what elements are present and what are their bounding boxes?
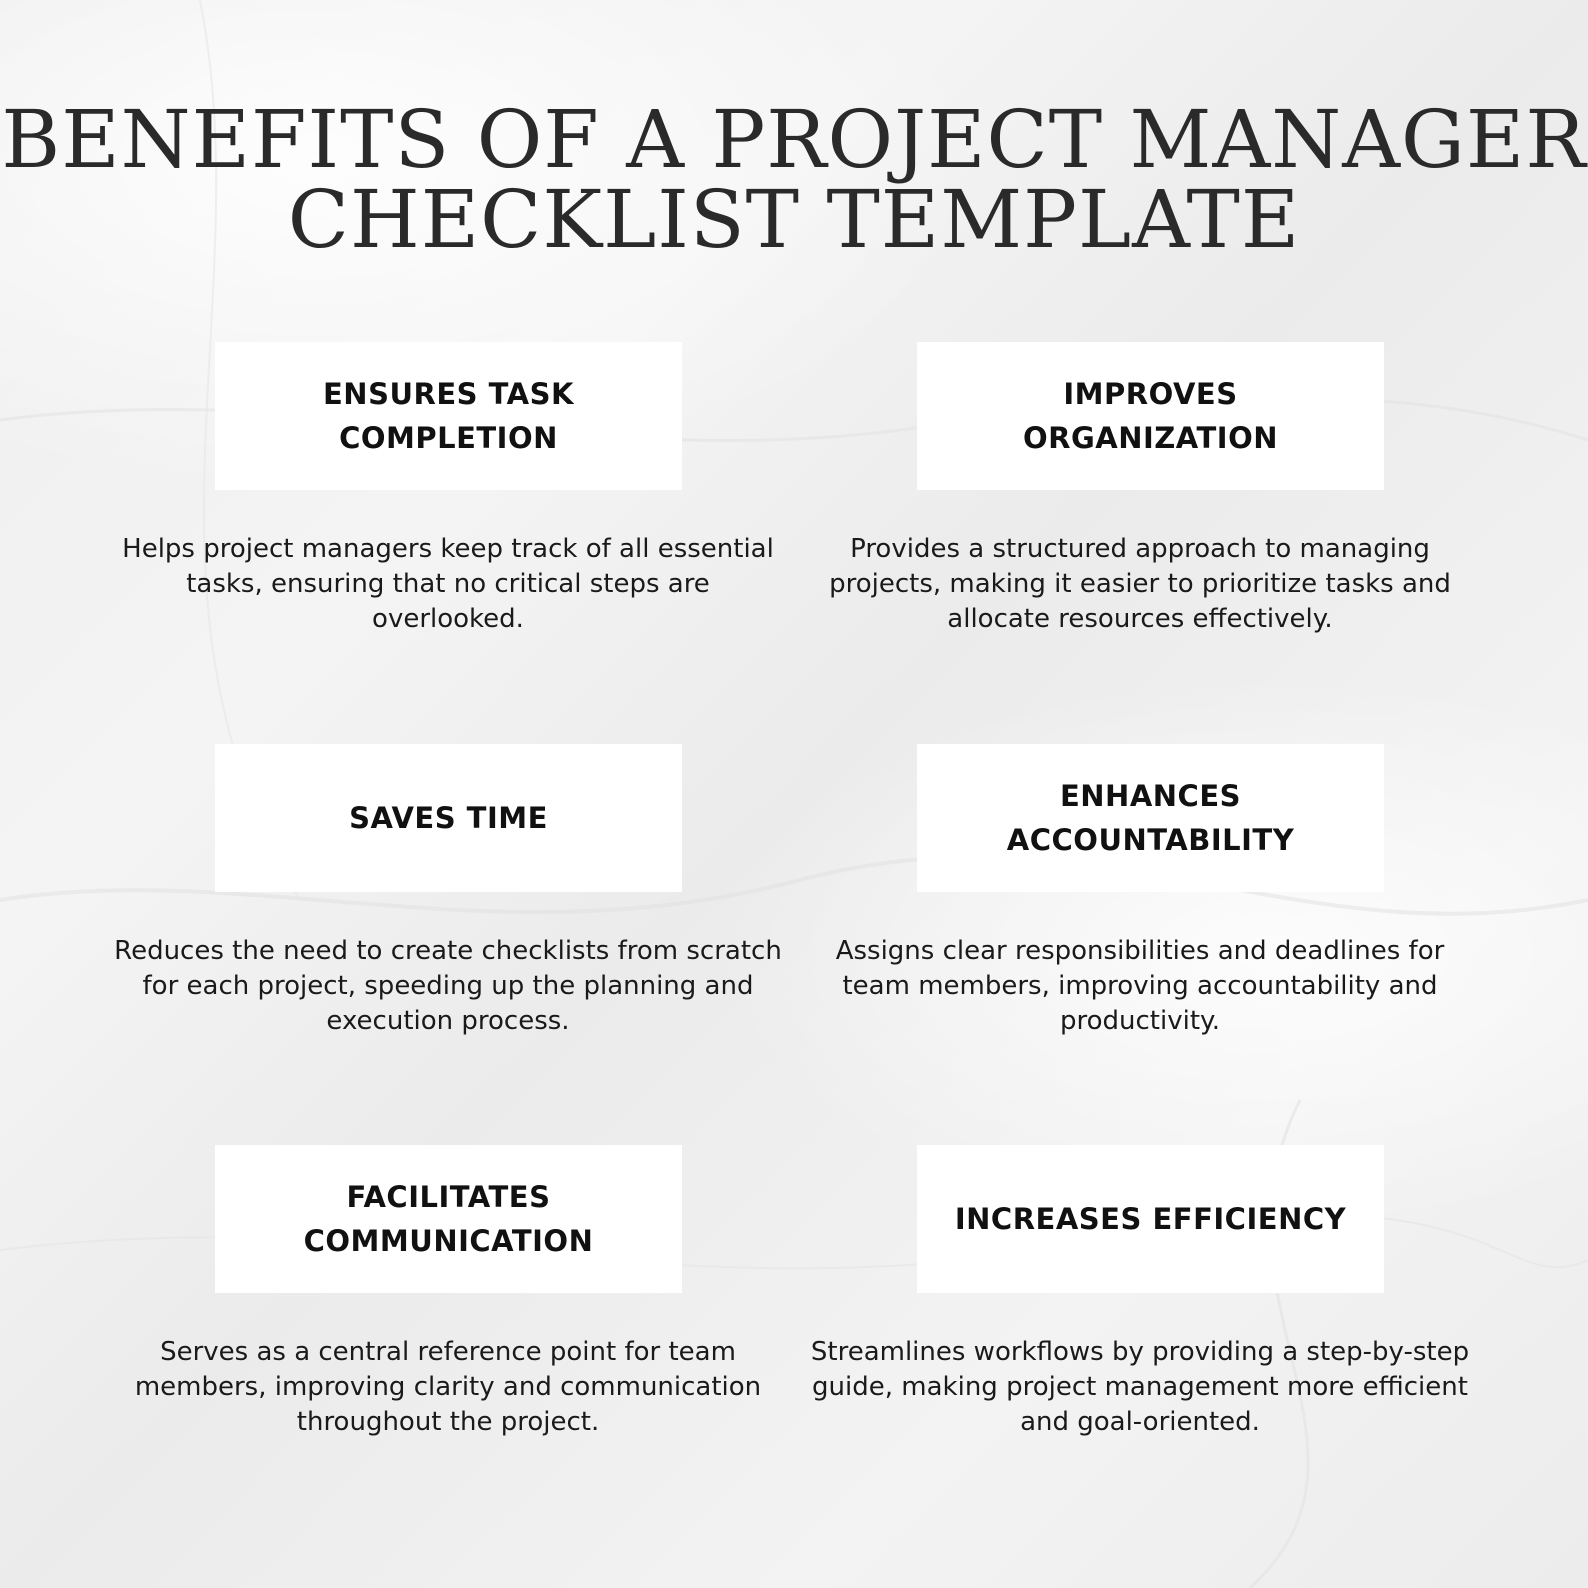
benefit-card-facilitates-communication: [215, 1145, 682, 1293]
benefit-heading: IMPROVES ORGANIZATION: [1022, 377, 1278, 455]
benefit-card-enhances-accountability: [917, 744, 1384, 892]
benefit-description: Helps project managers keep track of all essential tasks, ensuring that no critical steps are overlooked.: [122, 534, 774, 634]
benefit-heading: ENSURES TASK COMPLETION: [323, 377, 574, 455]
benefit-description: Reduces the need to create checklists from scratch for each project, speeding up the planning and execution process.: [114, 936, 782, 1036]
page-title: [0, 93, 1588, 266]
benefit-description: Streamlines workflows by providing a step-by-step guide, making project management more efficient and goal-oriented.: [810, 1337, 1470, 1437]
benefit-card-improves-organization: [917, 342, 1384, 490]
benefit-heading: SAVES TIME: [349, 801, 548, 835]
page-title-line-1: BENEFITS OF A PROJECT MANAGER: [1, 93, 1587, 186]
benefit-description: Serves as a central reference point for team members, improving clarity and communication throughout the project.: [134, 1337, 762, 1437]
benefit-heading: ENHANCES ACCOUNTABILITY: [1006, 779, 1295, 857]
benefit-description: Provides a structured approach to managing projects, making it easier to prioritize tasks and allocate resources effectively.: [829, 534, 1451, 634]
benefit-heading: FACILITATES COMMUNICATION: [303, 1180, 594, 1258]
benefit-description: Assigns clear responsibilities and deadlines for team members, improving accountability and productivity.: [835, 936, 1445, 1036]
benefit-card-saves-time: [215, 744, 682, 892]
benefit-heading: INCREASES EFFICIENCY: [954, 1202, 1347, 1236]
page-title-line-2: CHECKLIST TEMPLATE: [287, 173, 1301, 266]
benefit-card-ensures-task-completion: [215, 342, 682, 490]
benefit-card-increases-efficiency: [917, 1145, 1384, 1293]
